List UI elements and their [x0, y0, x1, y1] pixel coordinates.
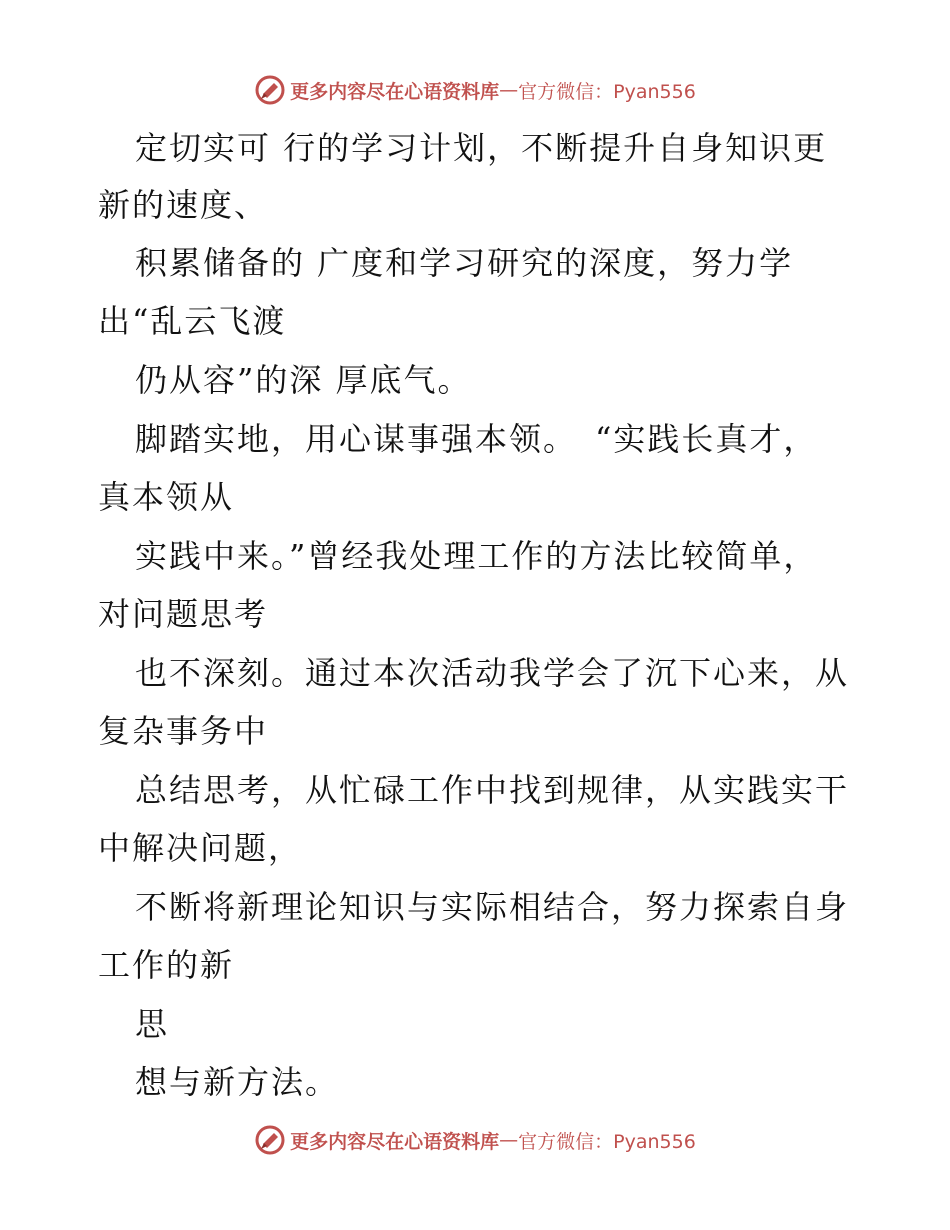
text-line: 实践中来。”曾经我处理工作的方法比较简单，	[135, 537, 818, 575]
text-line: 不断将新理论知识与实际相结合，努力探索自身	[135, 888, 850, 926]
logo-icon	[254, 74, 286, 106]
text-line: 积累储备的 广度和学习研究的深度，努力学	[135, 244, 794, 282]
footer-banner-text: 更多内容尽在心语资料库	[290, 1130, 500, 1153]
header-banner-dash: —	[499, 79, 519, 101]
text-line: 想与新方法。	[135, 1063, 340, 1101]
footer-banner	[0, 1120, 950, 1160]
text-line: 新的速度、	[98, 186, 269, 224]
text-line: 仍从容”的深 厚底气。	[135, 361, 472, 399]
footer-banner-suffix: 官方微信：Pyan556	[518, 1130, 696, 1153]
text-line: 出“乱云飞渡	[98, 302, 287, 340]
logo-icon	[254, 1124, 286, 1156]
header-banner-text: 更多内容尽在心语资料库	[290, 80, 500, 103]
text-line: 思	[135, 1005, 170, 1043]
text-line: 复杂事务中	[98, 712, 269, 750]
text-line: 总结思考，从忙碌工作中找到规律，从实践实干	[135, 771, 850, 809]
text-line: 也不深刻。通过本次活动我学会了沉下心来，从	[135, 654, 850, 692]
text-line: 真本领从	[98, 478, 235, 516]
text-line: 工作的新	[98, 946, 235, 984]
text-line: 中解决问题，	[98, 829, 303, 867]
text-line: 脚踏实地，用心谋事强本领。 “实践长真才，	[135, 420, 818, 458]
text-line: 定切实可 行的学习计划，不断提升自身知识更	[135, 129, 828, 167]
header-banner	[0, 70, 950, 110]
footer-banner-dash: —	[499, 1129, 519, 1151]
text-line: 对问题思考	[98, 595, 269, 633]
header-banner-suffix: 官方微信：Pyan556	[518, 80, 696, 103]
